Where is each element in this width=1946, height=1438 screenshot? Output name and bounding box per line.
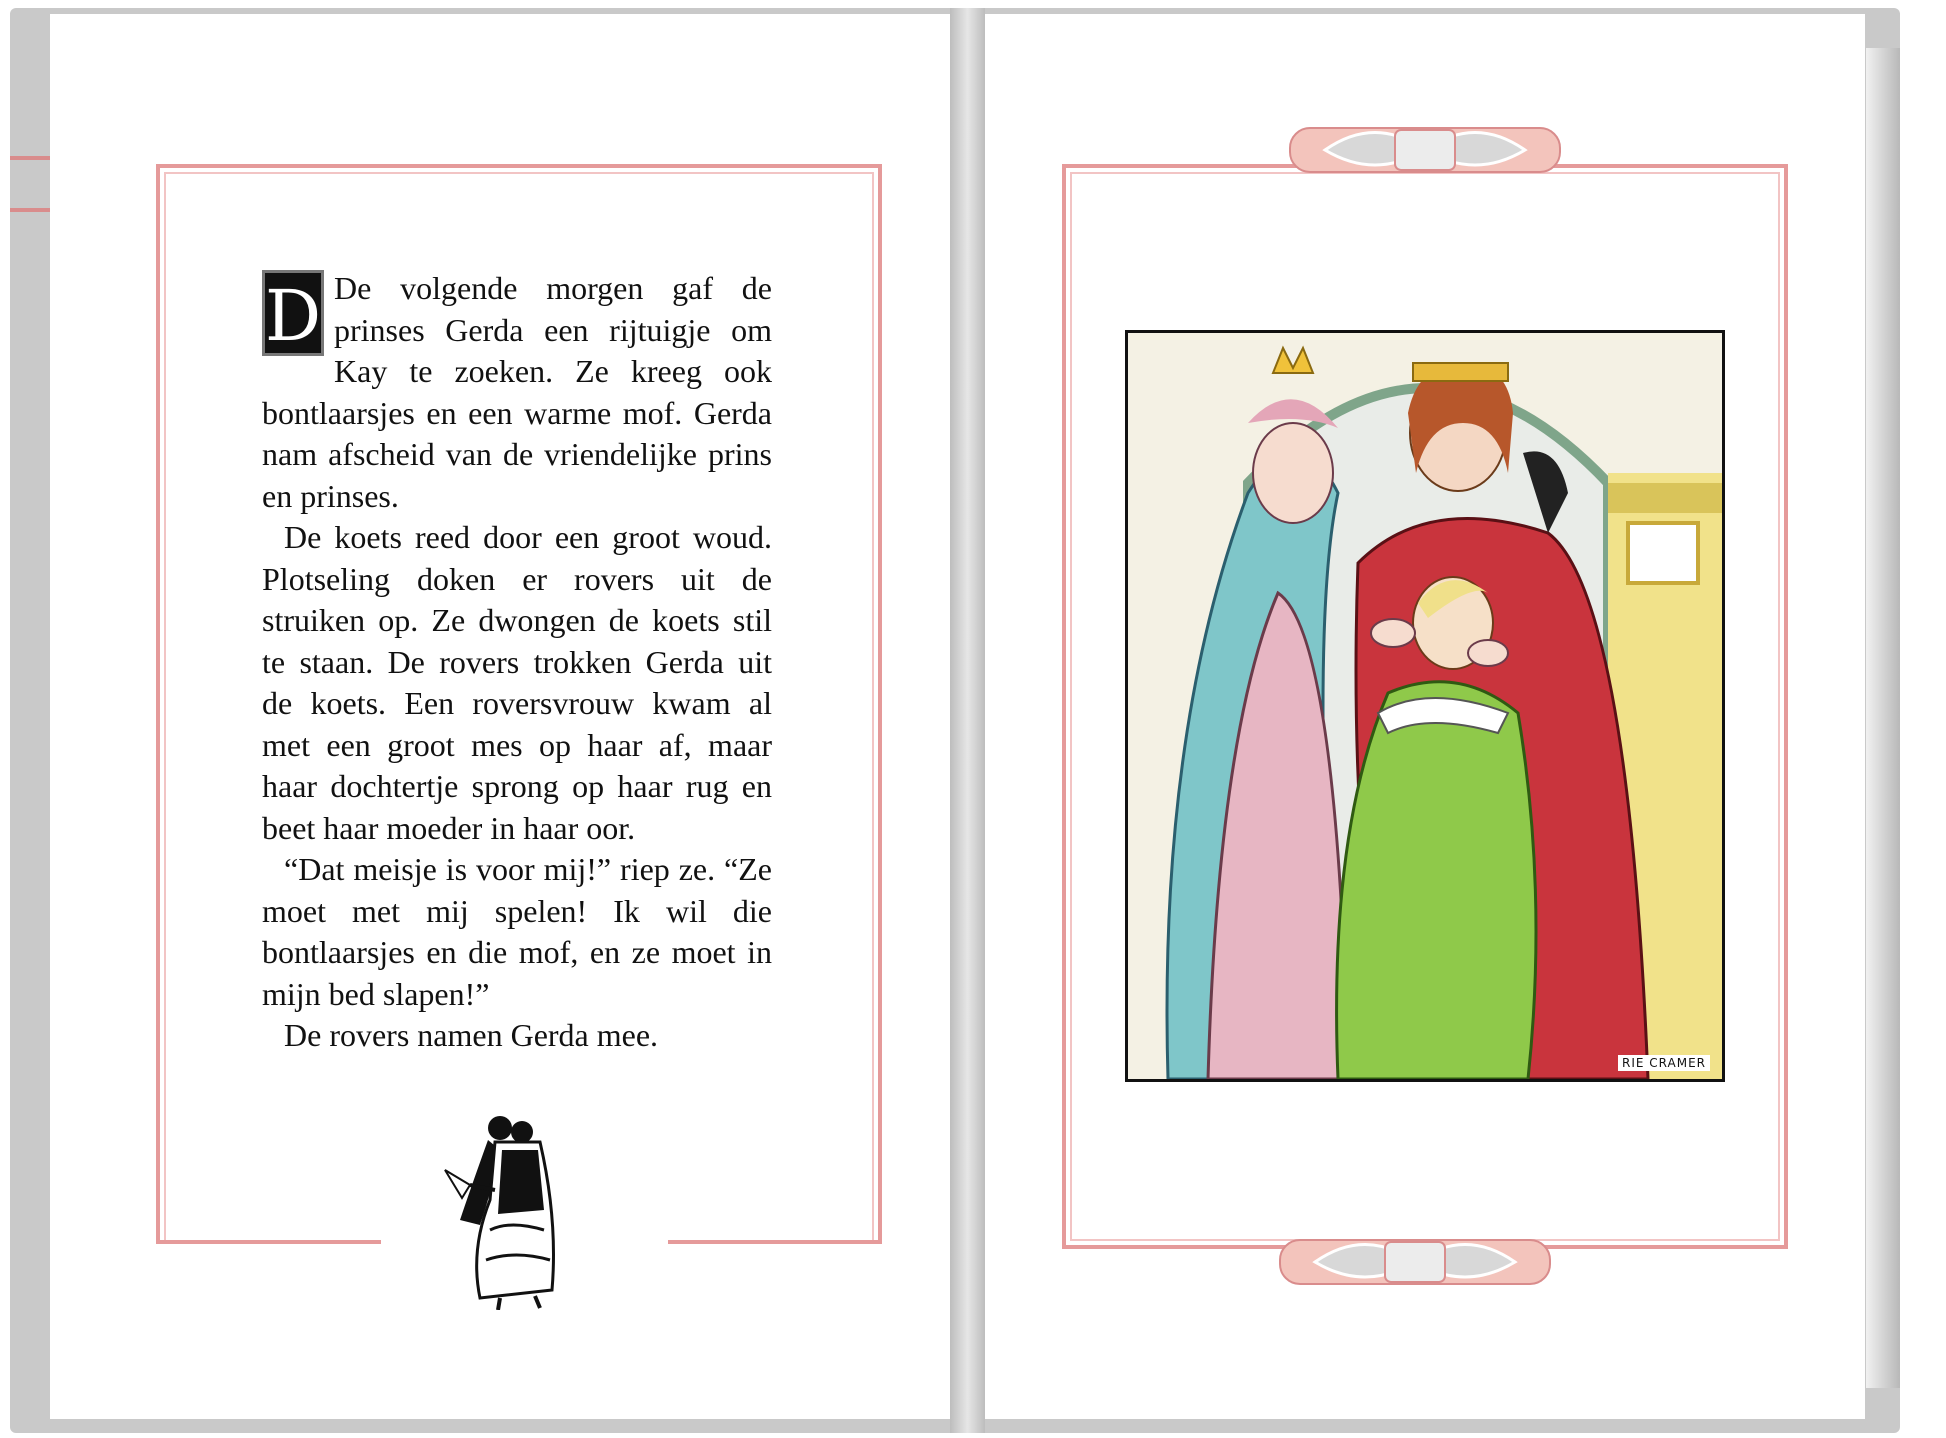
frame-bottom-segment [668, 1240, 882, 1244]
story-paragraph: “Dat meisje is voor mij!” riep ze. “Ze moet met mij spelen! Ik wil die bontlaarsjes en die mof, en ze moet in mijn bed slapen!” [262, 851, 772, 1012]
robber-woman-vignette [440, 1110, 580, 1310]
book-spine [950, 8, 985, 1433]
story-paragraph: De rovers namen Gerda mee. [284, 1017, 659, 1053]
dropcap-initial: D [262, 270, 324, 356]
frame-ornament-bottom [1275, 1222, 1555, 1302]
artist-signature: RIE CRAMER [1618, 1055, 1710, 1071]
cover-edge [1866, 48, 1900, 1388]
story-paragraph: De koets reed door een groot woud. Plotseling doken er rovers uit de struiken op. Ze dwongen de koets stil te staan. De rovers trokken Gerda uit de koets. Een roversvrouw kwam al met een groot mes op haar af, maar haar dochtertje sprong op haar rug en beet haar moeder in haar oor. [262, 519, 772, 846]
story-text [262, 268, 772, 1057]
frame-ornament-top [1285, 110, 1565, 190]
story-illustration [1125, 330, 1725, 1082]
story-paragraph: De volgende morgen gaf de prinses Gerda een rijtuigje om Kay te zoeken. Ze kreeg ook bontlaarsjes en een warme mof. Gerda nam afscheid van de vriendelijke prins en prinses. [262, 270, 772, 514]
cover-stripe [10, 208, 50, 212]
illustration-artwork [1128, 333, 1722, 1079]
frame-bottom-segment [156, 1240, 381, 1244]
cover-stripe [10, 156, 50, 160]
